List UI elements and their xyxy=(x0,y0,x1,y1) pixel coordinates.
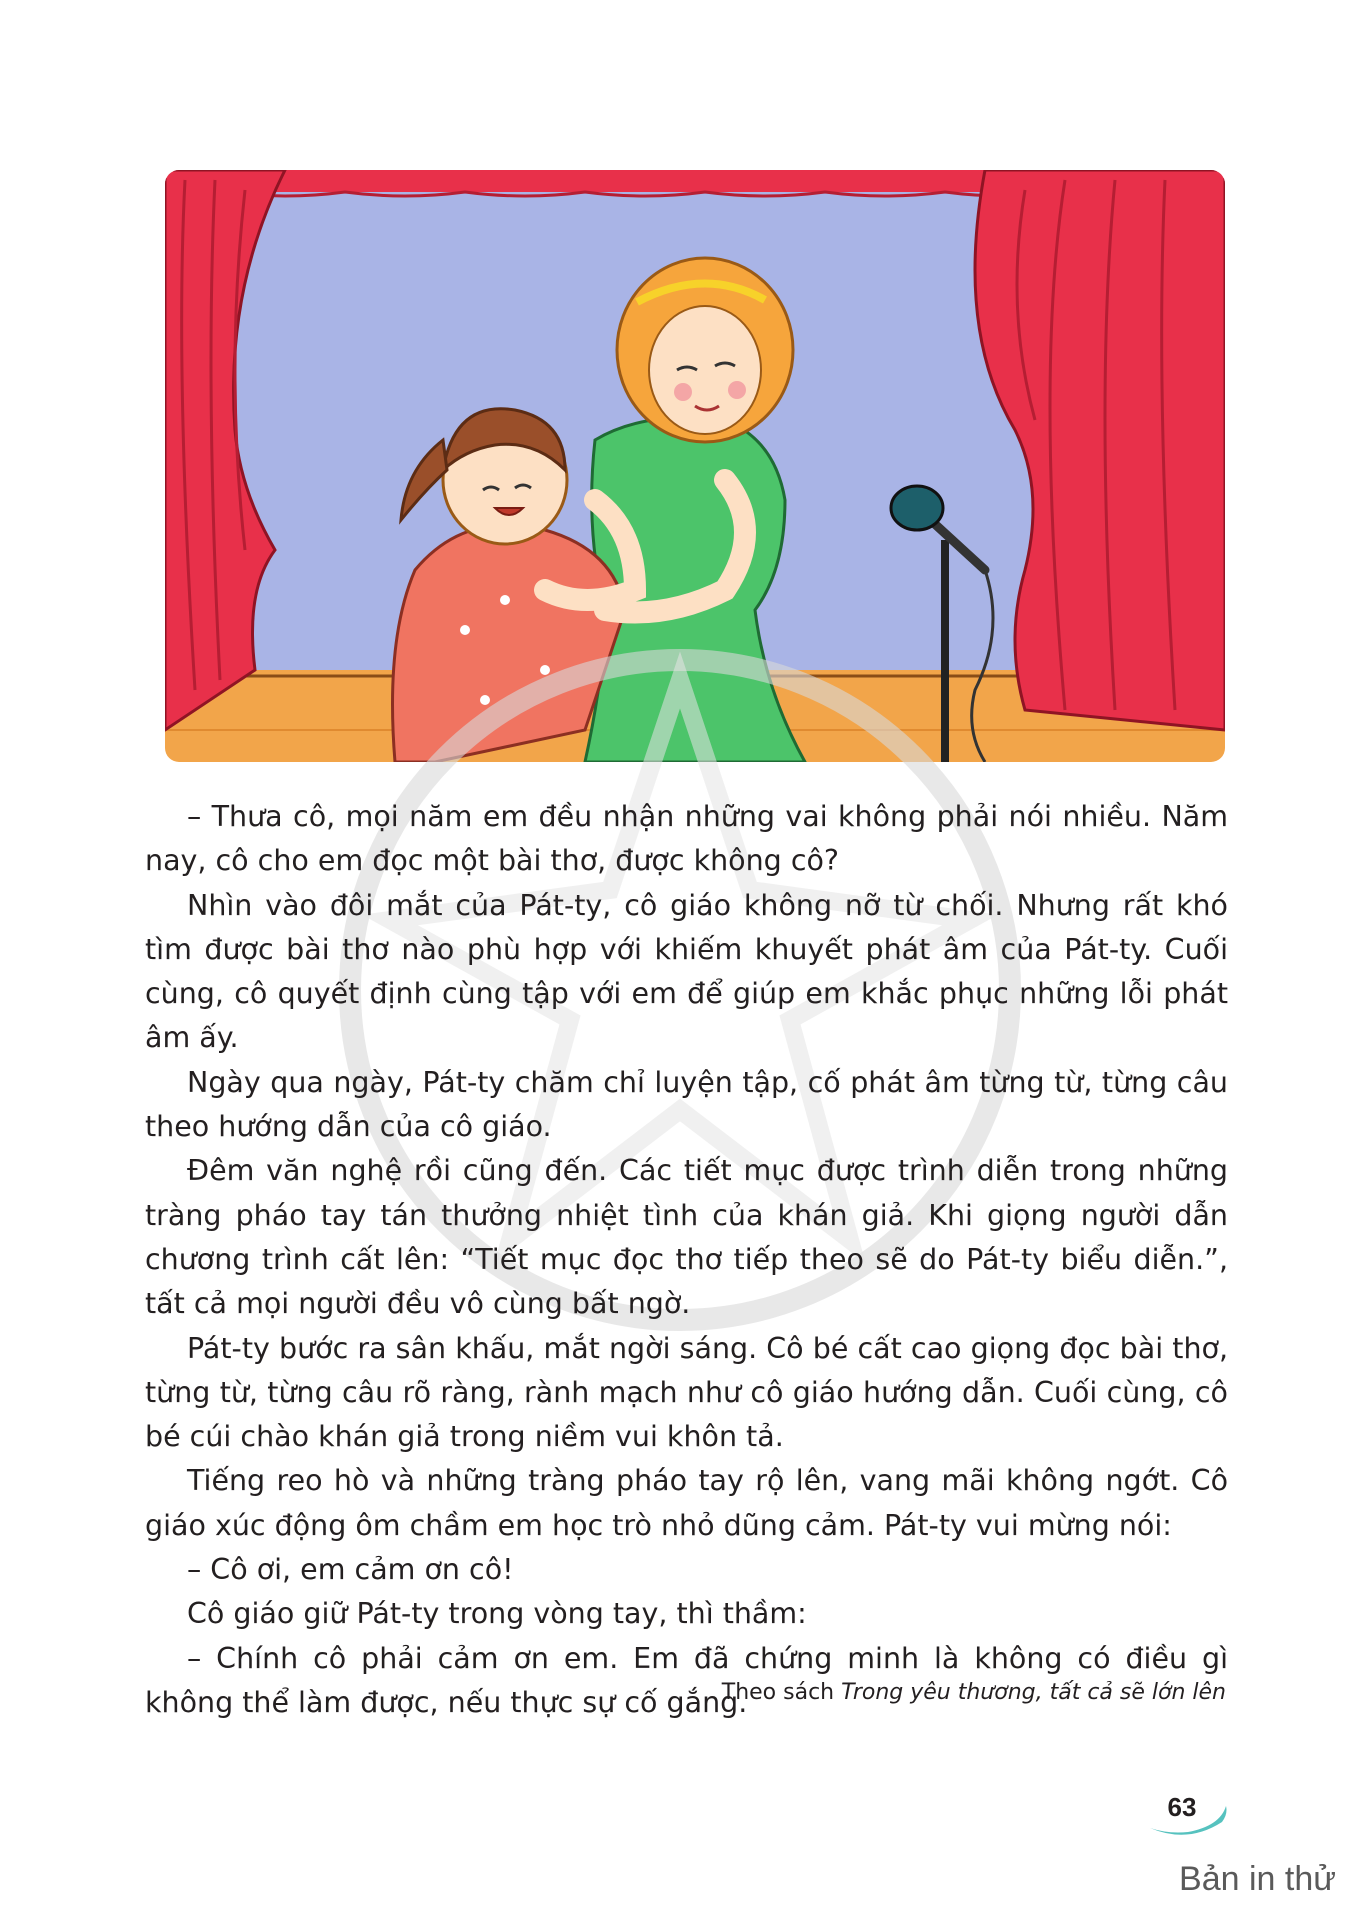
story-paragraph: Đêm văn nghệ rồi cũng đến. Các tiết mục được trình diễn trong những tràng pháo tay tán thưởng nhiệt tình của khán giả. Khi giọng người dẫn chương trình cất lên: “Tiết mục đọc thơ tiếp theo sẽ do Pát-ty biểu diễn.”, tất cả mọi người đều vô cùng bất ngờ. xyxy=(145,1154,1228,1321)
page-number-text: 63 xyxy=(1167,1792,1197,1822)
story-paragraph: – Thưa cô, mọi năm em đều nhận những vai không phải nói nhiều. Năm nay, cô cho em đọc một bài thơ, được không cô? xyxy=(145,800,1228,878)
story-paragraph: Tiếng reo hò và những tràng pháo tay rộ lên, vang mãi không ngớt. Cô giáo xúc động ôm chầm em học trò nhỏ dũng cảm. Pát-ty vui mừng nói: xyxy=(145,1464,1228,1542)
story-paragraph: Pát-ty bước ra sân khấu, mắt ngời sáng. Cô bé cất cao giọng đọc bài thơ, từng từ, từng câu rõ ràng, rành mạch như cô giáo hướng dẫn. Cuối cùng, cô bé cúi chào khán giả trong niềm vui khôn tả. xyxy=(145,1331,1228,1454)
story-paragraph: – Cô ơi, em cảm ơn cô! xyxy=(187,1553,514,1587)
page-number xyxy=(1148,1792,1232,1842)
source-citation xyxy=(722,1680,1226,1705)
stage-illustration xyxy=(165,170,1225,762)
story-paragraph: Nhìn vào đôi mắt của Pát-ty, cô giáo không nỡ từ chối. Nhưng rất khó tìm được bài thơ nào phù hợp với khiếm khuyết phát âm của Pát-ty. Cuối cùng, cô quyết định cùng tập với em để giúp em khắc phục những lỗi phát âm ấy. xyxy=(145,888,1228,1055)
teacher-hugging-girl-on-stage-illustration xyxy=(165,170,1225,762)
draft-label: Bản in thử xyxy=(1179,1860,1336,1898)
story-paragraph: – Chính cô phải cảm ơn em. Em đã chứng minh là không có điều gì không thể làm được, nếu thực sự cố gắng. xyxy=(145,1641,1228,1719)
microphone-icon xyxy=(891,486,943,530)
story-paragraph: Cô giáo giữ Pát-ty trong vòng tay, thì thầm: xyxy=(187,1597,807,1631)
source-title: Trong yêu thương, tất cả sẽ lớn lên xyxy=(841,1680,1226,1705)
story-paragraph: Ngày qua ngày, Pát-ty chăm chỉ luyện tập, cố phát âm từng từ, từng câu theo hướng dẫn của cô giáo. xyxy=(145,1065,1228,1144)
page-swoosh-icon xyxy=(1148,1792,1232,1842)
story-text xyxy=(145,795,1228,1725)
source-prefix: Theo sách xyxy=(721,1680,842,1705)
